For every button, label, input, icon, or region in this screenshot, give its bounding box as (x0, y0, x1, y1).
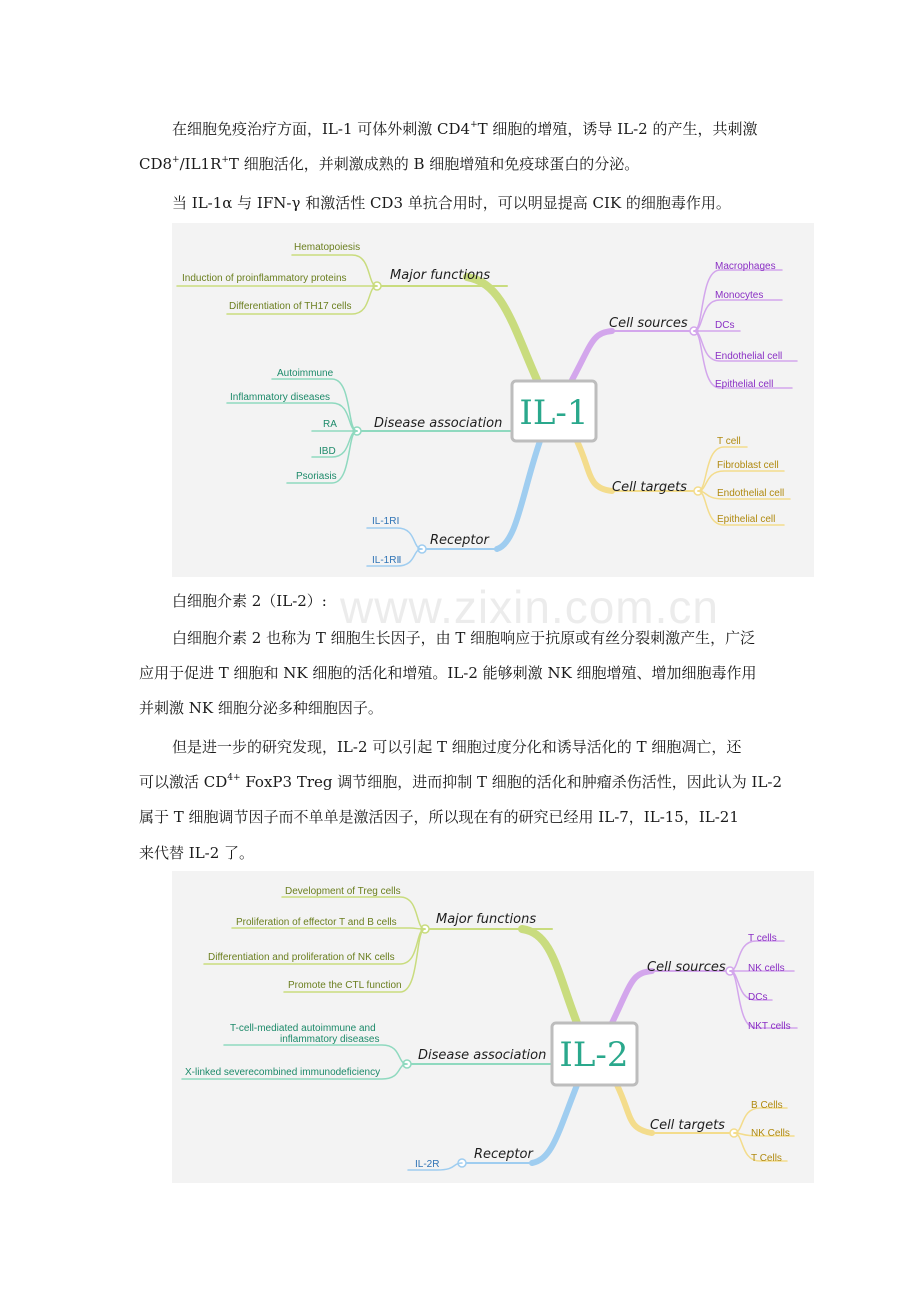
paragraph-5-line-4: 来代替 IL-2 了。 (139, 844, 255, 862)
label-ctl: Promote the CTL function (288, 980, 402, 991)
label-t-cell-target: T cell (717, 436, 741, 447)
paragraph-4-line-1: 白细胞介素 2 也称为 T 细胞生长因子，由 T 细胞响应于抗原或有丝分裂刺激产生，广泛 (172, 629, 756, 647)
paragraph-4-line-2: 应用于促进 T 细胞和 NK 细胞的活化和增殖。IL-2 能够刺激 NK 细胞增殖、增加细胞毒作用 (139, 664, 757, 682)
label-nk-cells-target: NK Cells (751, 1128, 790, 1139)
paragraph-5-line-3: 属于 T 细胞调节因子而不单单是激活因子，所以现在有的研究已经用 IL-7，IL-15，IL-21 (139, 808, 739, 826)
label-psoriasis: Psoriasis (296, 471, 337, 482)
paragraph-5-line-1: 但是进一步的研究发现，IL-2 可以引起 T 细胞过度分化和诱导活化的 T 细胞凋亡，还 (172, 738, 742, 756)
receptor-title: Receptor (430, 533, 489, 548)
label-nk-diff: Differentiation and proliferation of NK cells (208, 952, 395, 963)
label-autoimmune: Autoimmune (277, 368, 334, 379)
label-macrophages: Macrophages (715, 261, 776, 272)
label-il2r: IL-2R (415, 1159, 440, 1170)
il2-cell-targets-title: Cell targets (650, 1118, 725, 1133)
label-b-cells: B Cells (751, 1100, 783, 1111)
il2-receptor-title: Receptor (474, 1147, 533, 1162)
label-il1r1: IL-1RⅠ (372, 516, 400, 527)
il1-center-label: IL-1 (519, 393, 589, 433)
paragraph-1-line-1: 在细胞免疫治疗方面，IL-1 可体外刺激 CD4+T 细胞的增殖，诱导 IL-2 的产生，共刺激 (172, 120, 758, 138)
cell-sources-title: Cell sources (609, 316, 688, 331)
watermark: www.zixin.com.cn (340, 581, 719, 633)
label-dcs-source: DCs (748, 992, 768, 1003)
label-tcell-autoimmune: T-cell-mediated autoimmune and (230, 1023, 376, 1034)
il2-major-functions-title: Major functions (436, 912, 537, 927)
label-monocytes: Monocytes (715, 290, 764, 301)
il1-mindmap-svg (172, 223, 814, 577)
paragraph-4-line-3: 并刺激 NK 细胞分泌多种细胞因子。 (139, 699, 383, 717)
il2-disease-association-title: Disease association (418, 1048, 547, 1063)
label-xlinked: X-linked severecombined immunodeficiency (185, 1067, 381, 1078)
il1-center-node (512, 381, 596, 441)
paragraph-1-line-2: CD8+/IL1R+T 细胞活化，并刺激成熟的 B 细胞增殖和免疫球蛋白的分泌。 (139, 155, 640, 173)
label-fibroblast: Fibroblast cell (717, 460, 779, 471)
label-ra: RA (323, 419, 337, 430)
paragraph-2: 当 IL-1α 与 IFN-γ 和激活性 CD3 单抗合用时，可以明显提高 CIK 的细胞毒作用。 (172, 194, 731, 212)
label-proinflammatory: Induction of proinflammatory proteins (182, 273, 347, 284)
label-endothelial-source: Endothelial cell (715, 351, 783, 362)
label-effector: Proliferation of effector T and B cells (236, 917, 397, 928)
il2-mindmap-svg (172, 871, 814, 1183)
label-epithelial-target: Epithelial cell (717, 514, 776, 525)
label-treg: Development of Treg cells (285, 886, 401, 897)
label-th17: Differentiation of TH17 cells (229, 301, 352, 312)
il2-cell-sources-title: Cell sources (647, 960, 726, 975)
label-il1r2: IL-1RⅡ (372, 555, 402, 566)
label-t-cells-source: T cells (748, 933, 777, 944)
label-hematopoiesis: Hematopoiesis (294, 242, 361, 253)
paragraph-3: 白细胞介素 2（IL-2）: (172, 592, 327, 610)
label-inflammatory-diseases: Inflammatory diseases (230, 392, 331, 403)
label-nkt-cells: NKT cells (748, 1021, 791, 1032)
il2-center-node (552, 1023, 637, 1085)
il1-mindmap (172, 223, 814, 577)
label-t-cells-target: T Cells (751, 1153, 782, 1164)
il2-cell-sources-branch (612, 941, 797, 1028)
major-functions-title: Major functions (390, 268, 491, 283)
il2-center-label: IL-2 (559, 1035, 629, 1075)
paragraph-5-line-2: 可以激活 $CD^{4+}$ FoxP3 Treg 调节细胞，进而抑制 T 细胞的活化和肿瘤杀伤活性，因此认为 IL-2 (139, 773, 783, 791)
disease-association-title: Disease association (374, 416, 503, 431)
label-endothelial-target: Endothelial cell (717, 488, 785, 499)
label-ibd: IBD (319, 446, 336, 457)
cell-targets-title: Cell targets (612, 480, 687, 495)
label-inflammatory-2: inflammatory diseases (280, 1034, 380, 1045)
label-nk-cells-source: NK cells (748, 963, 785, 974)
label-dcs: DCs (715, 320, 735, 331)
label-epithelial-source: Epithelial cell (715, 379, 774, 390)
il2-mindmap (172, 871, 814, 1183)
